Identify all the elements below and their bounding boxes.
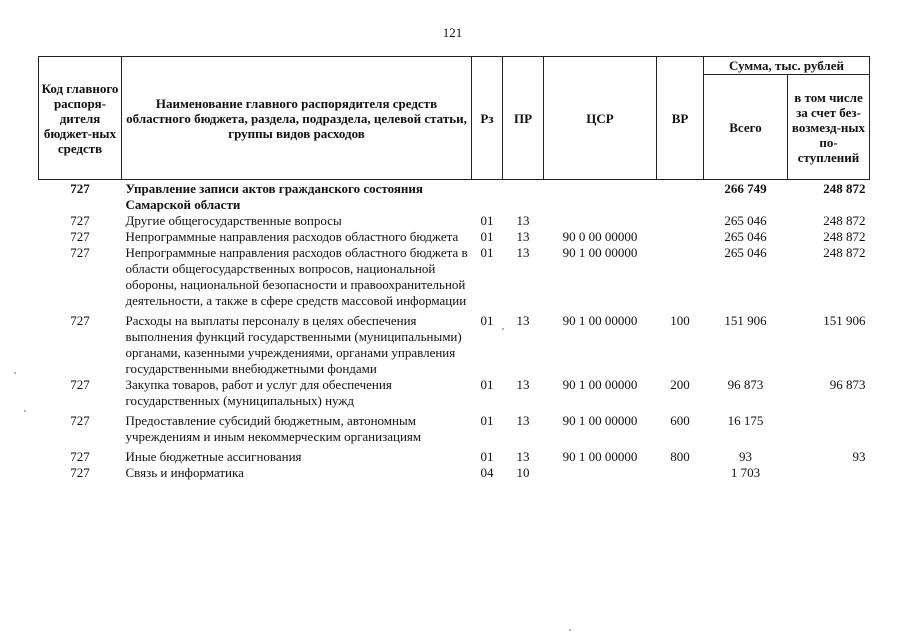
cell-csr: 90 1 00 00000 [562,449,638,464]
cell-csr: 90 1 00 00000 [562,377,638,392]
table-row [39,309,870,377]
table-row [39,245,870,309]
cell-code: 727 [70,213,90,228]
cell-pr: 13 [516,245,530,260]
cell-csr [544,180,657,214]
cell-rz: 01 [480,229,494,244]
header-code: Код главного распоря-дителя бюджет-ных средств [39,57,122,180]
cell-vr [657,213,704,229]
cell-name: Закупка товаров, работ и услуг для обеспечения государственных (муниципальных) нужд [125,377,392,408]
budget-table [38,56,870,481]
scan-speck [14,372,16,374]
cell-rz: 01 [480,313,494,328]
cell-incl: 96 873 [829,377,866,392]
cell-incl: 248 872 [823,213,866,228]
cell-code: 727 [70,465,90,480]
cell-rz: 01 [480,213,494,228]
cell-name: Управление записи актов гражданского состояния Самарской области [125,181,423,212]
scan-speck [502,328,504,330]
table-row [39,213,870,229]
cell-name: Расходы на выплаты персоналу в целях обеспечения выполнения функций государственными (муниципальными) органами, казенными учреждениями, органами управления государственными внебюджетными фондами [125,313,462,376]
cell-total: 96 873 [727,377,764,392]
cell-vr: 800 [670,449,690,464]
cell-rz: 01 [480,377,494,392]
cell-name: Другие общегосударственные вопросы [125,213,342,228]
cell-pr: 13 [516,413,530,428]
cell-pr [503,180,544,214]
cell-code: 727 [70,449,90,464]
cell-total: 265 046 [724,245,767,260]
cell-code: 727 [70,377,90,392]
cell-code: 727 [70,413,90,428]
cell-csr: 90 1 00 00000 [562,245,638,260]
table-row [39,445,870,465]
cell-total: 1 703 [730,465,761,480]
cell-csr: 90 1 00 00000 [562,413,638,428]
cell-total: 266 749 [724,181,767,196]
cell-code: 727 [70,313,90,328]
cell-rz: 04 [480,465,494,480]
cell-rz: 01 [480,413,494,428]
cell-pr: 13 [516,377,530,392]
header-incl: в том числе за счет без-возмезд-ных по-ступлений [788,75,870,180]
cell-vr: 600 [670,413,690,428]
cell-vr: 100 [670,313,690,328]
cell-code: 727 [70,181,90,196]
cell-code: 727 [70,229,90,244]
cell-pr: 13 [516,229,530,244]
cell-total: 265 046 [724,213,767,228]
cell-incl: 248 872 [823,245,866,260]
cell-name: Непрограммные направления расходов областного бюджета [125,229,459,244]
header-vr: ВР [657,57,704,180]
table-row [39,465,870,481]
table-body [39,180,870,482]
header-sum: Сумма, тыс. рублей [704,57,870,75]
cell-pr: 13 [516,213,530,228]
header-rz: Рз [472,57,503,180]
cell-rz: 01 [480,245,494,260]
cell-incl: 248 872 [823,181,866,196]
table-row [39,409,870,445]
cell-incl [788,409,870,445]
cell-csr: 90 0 00 00000 [562,229,638,244]
cell-vr [657,245,704,309]
cell-total: 151 906 [724,313,767,328]
cell-name: Предоставление субсидий бюджетным, автономным учреждениям и иным некоммерческим организациям [125,413,422,444]
cell-rz [472,180,503,214]
cell-vr [657,465,704,481]
scan-speck [24,410,26,412]
table-row [39,377,870,409]
cell-pr: 10 [516,465,530,480]
cell-name: Непрограммные направления расходов областного бюджета в области общегосударственных вопросов, национальной обороны, национальной безопасности и правоохранительной деятельности, а также в сфере средств массовой информации [125,245,468,308]
cell-csr [544,213,657,229]
cell-incl [788,465,870,481]
cell-vr [657,180,704,214]
table-row [39,229,870,245]
cell-vr [657,229,704,245]
scan-speck [569,629,571,631]
header-name: Наименование главного распорядителя средств областного бюджета, раздела, подраздела, целевой статьи, группы видов расходов [122,57,472,180]
cell-csr: 90 1 00 00000 [562,313,638,328]
table-header [39,57,870,180]
cell-incl: 151 906 [823,313,866,328]
cell-incl: 248 872 [823,229,866,244]
header-pr: ПР [503,57,544,180]
cell-total: 93 [739,449,752,464]
table-row [39,180,870,214]
cell-total: 265 046 [724,229,767,244]
header-total: Всего [704,75,788,180]
cell-name: Связь и информатика [125,465,244,480]
cell-name: Иные бюджетные ассигнования [125,449,302,464]
cell-total: 16 175 [727,413,764,428]
cell-incl: 93 [852,449,866,464]
cell-rz: 01 [480,449,494,464]
cell-pr: 13 [516,313,530,328]
header-csr: ЦСР [544,57,657,180]
cell-vr: 200 [670,377,690,392]
cell-code: 727 [70,245,90,260]
cell-pr: 13 [516,449,530,464]
page-number: 121 [442,25,463,40]
cell-csr [544,465,657,481]
